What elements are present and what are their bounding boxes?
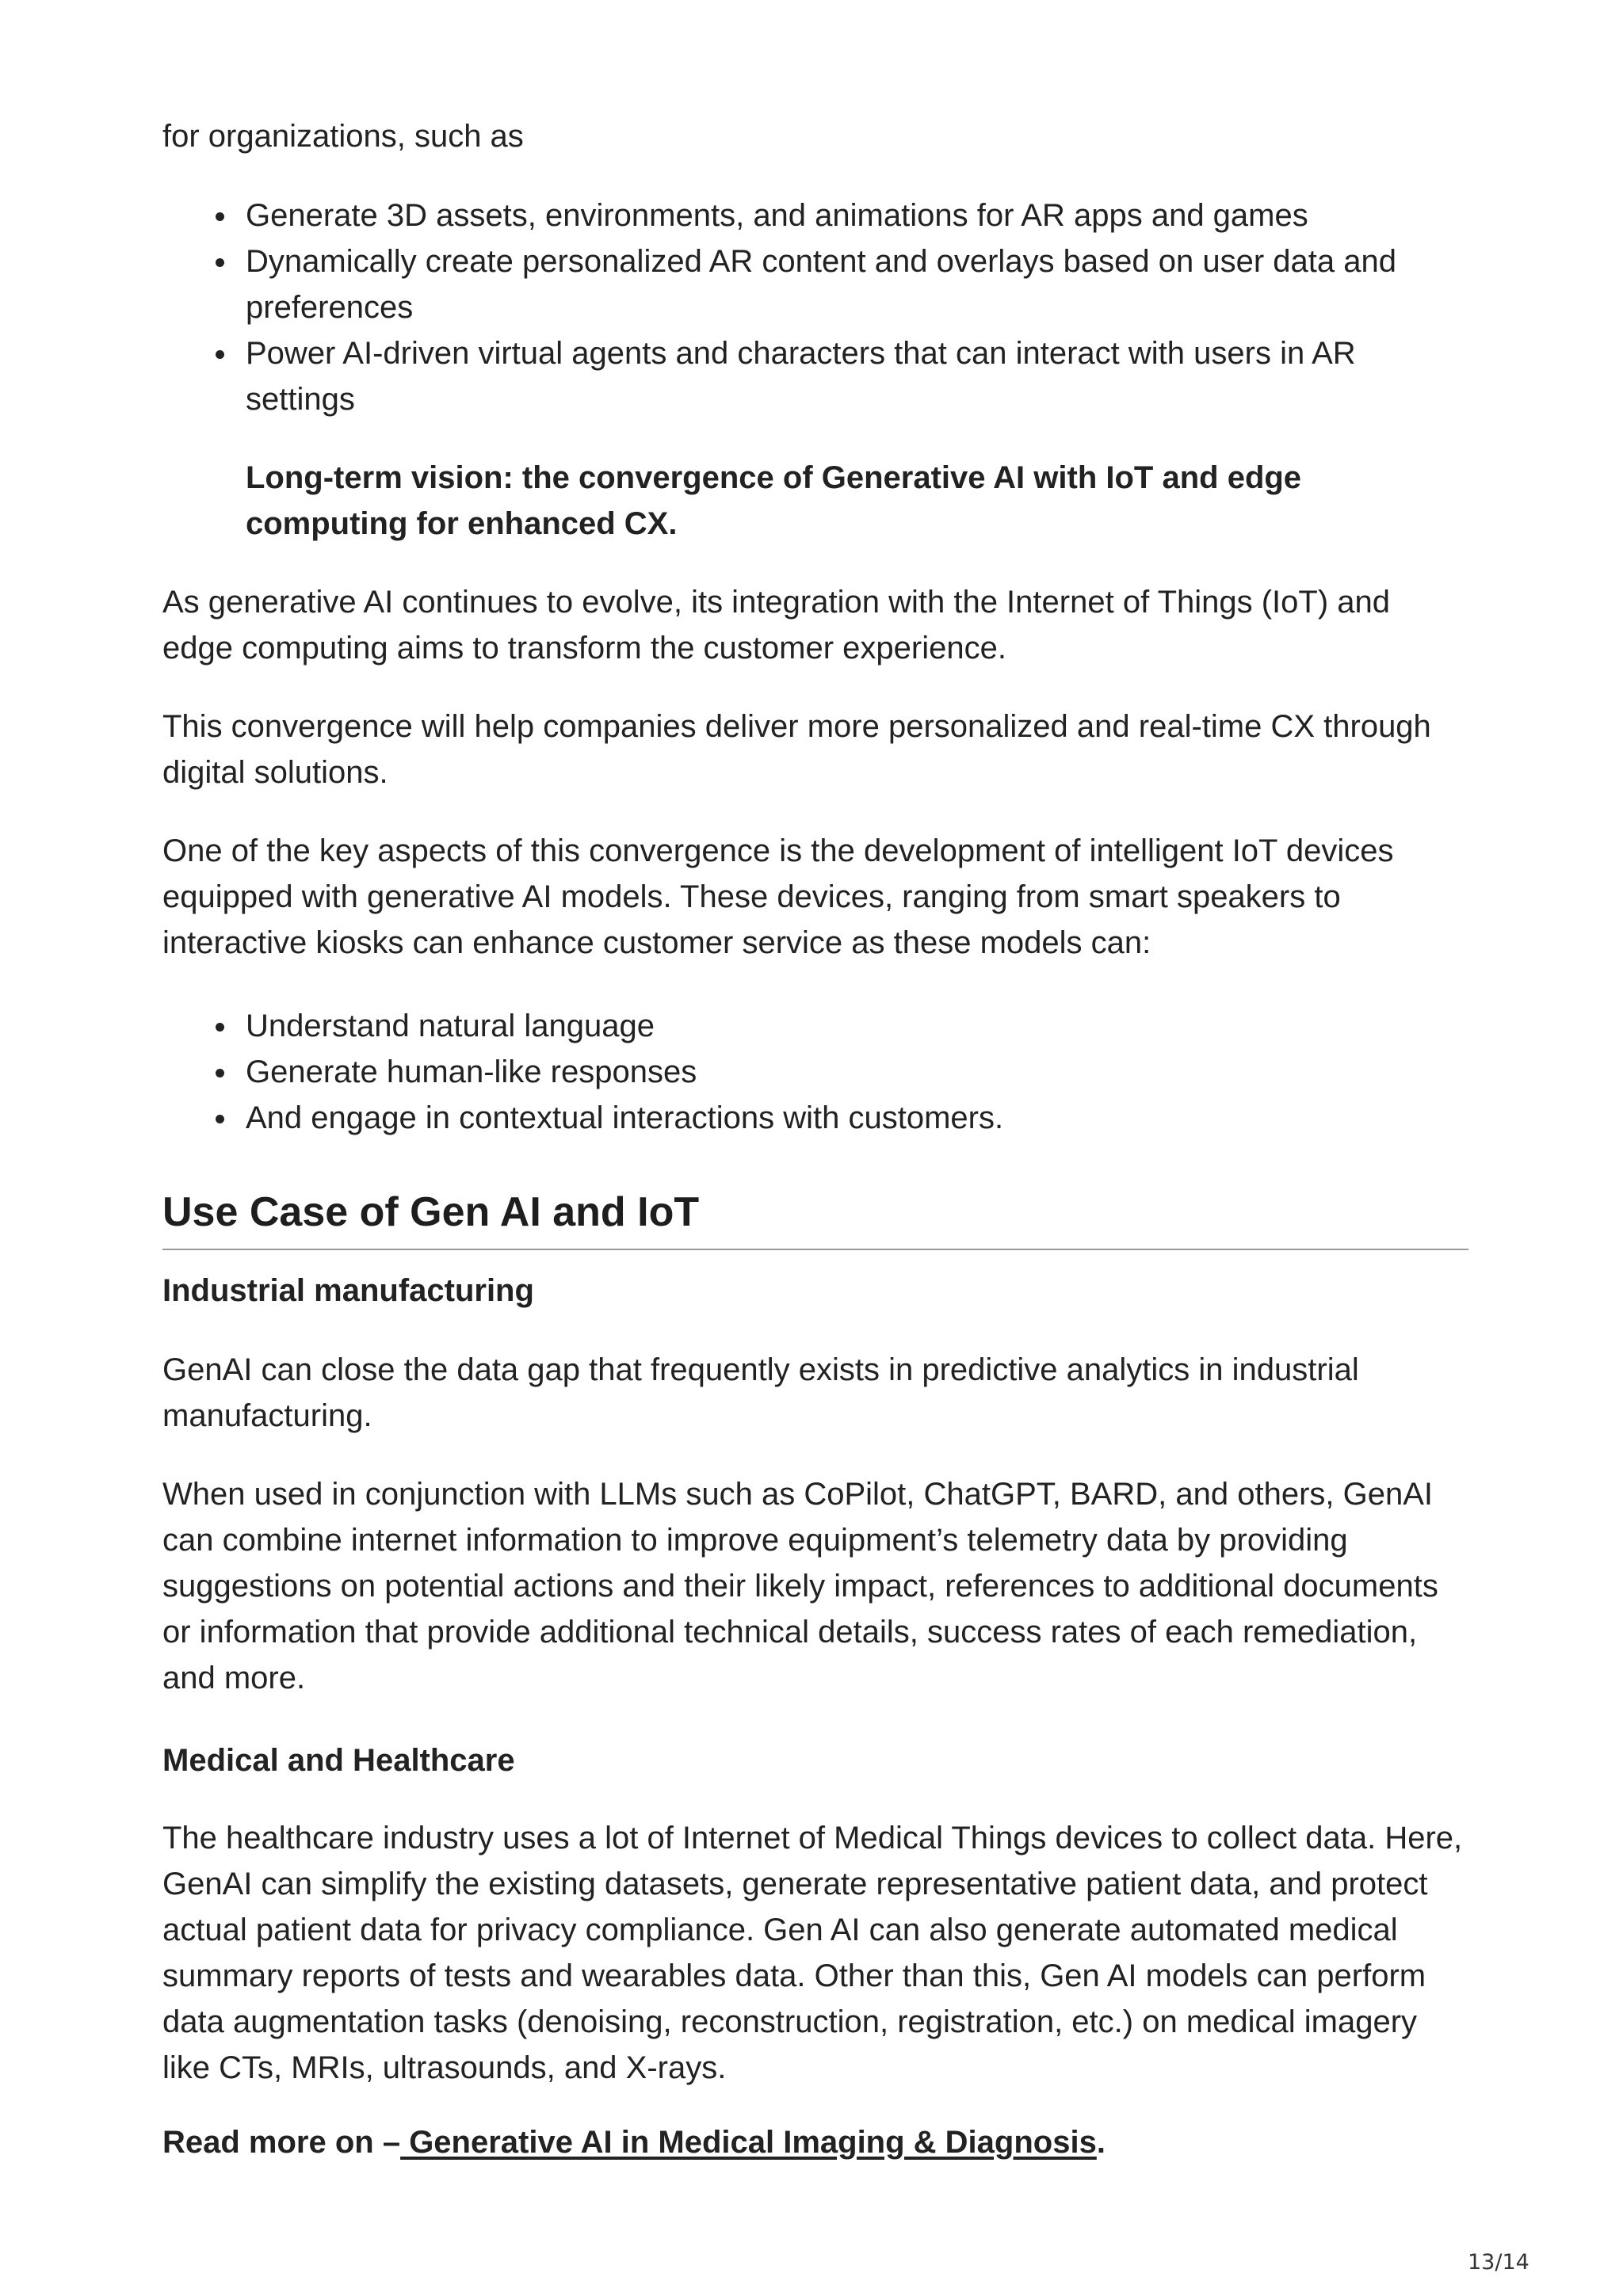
read-more-prefix: Read more on – (162, 2125, 401, 2160)
list-item: Understand natural language (246, 1003, 1468, 1049)
read-more (162, 2119, 1106, 2165)
capabilities-list (162, 1003, 1468, 1141)
paragraph-medical: The healthcare industry uses a lot of Internet of Medical Things devices to collect data. Here, GenAI can simplify the existing datasets, generate representative patient data, and protect actual patient data for privacy compliance. Gen AI can also generate automated medical summary reports of tests and wearables data. Other than this, Gen AI models can perform data augmentation tasks (denoising, reconstruction, registration, etc.) on medical imagery like CTs, MRIs, ultrasounds, and X-rays. (162, 1821, 1463, 2085)
ar-use-list (162, 193, 1468, 422)
page-number: 13/14 (1468, 2250, 1529, 2275)
medical-imaging-link[interactable]: Generative AI in Medical Imaging & Diagnosis (400, 2125, 1097, 2160)
list-item: Generate human-like responses (246, 1049, 1468, 1095)
vision-heading: Long-term vision: the convergence of Generative AI with IoT and edge computing for enhanced CX. (246, 460, 1302, 541)
paragraph-convergence: This convergence will help companies deliver more personalized and real-time CX through digital solutions. (162, 709, 1431, 790)
medical-heading: Medical and Healthcare (162, 1743, 515, 1778)
list-item: Power AI-driven virtual agents and characters that can interact with users in AR settings (246, 330, 1468, 422)
paragraph-evolution: As generative AI continues to evolve, its integration with the Internet of Things (IoT) and edge computing aims to transform the customer experience. (162, 585, 1391, 666)
industrial-heading: Industrial manufacturing (162, 1273, 534, 1308)
read-more-suffix: . (1096, 2125, 1106, 2160)
paragraph-industrial-llm: When used in conjunction with LLMs such as CoPilot, ChatGPT, BARD, and others, GenAI can combine internet information to improve equipment’s telemetry data by providing suggestions on potential actions and their likely impact, references to additional documents or information that provide additional technical details, success rates of each remediation, and more. (162, 1477, 1438, 1695)
paragraph-iot-devices: One of the key aspects of this convergence is the development of intelligent IoT devices equipped with generative AI models. These devices, ranging from smart speakers to interactive kiosks can enhance customer service as these models can: (162, 833, 1394, 960)
list-item: And engage in contextual interactions with customers. (246, 1095, 1468, 1141)
paragraph-industrial-gap: GenAI can close the data gap that frequently exists in predictive analytics in industrial manufacturing. (162, 1352, 1359, 1433)
intro-text: for organizations, such as (162, 119, 524, 154)
list-item: Dynamically create personalized AR content and overlays based on user data and preferences (246, 238, 1468, 330)
list-item: Generate 3D assets, environments, and animations for AR apps and games (246, 193, 1468, 238)
section-heading: Use Case of Gen AI and IoT (162, 1184, 1468, 1250)
